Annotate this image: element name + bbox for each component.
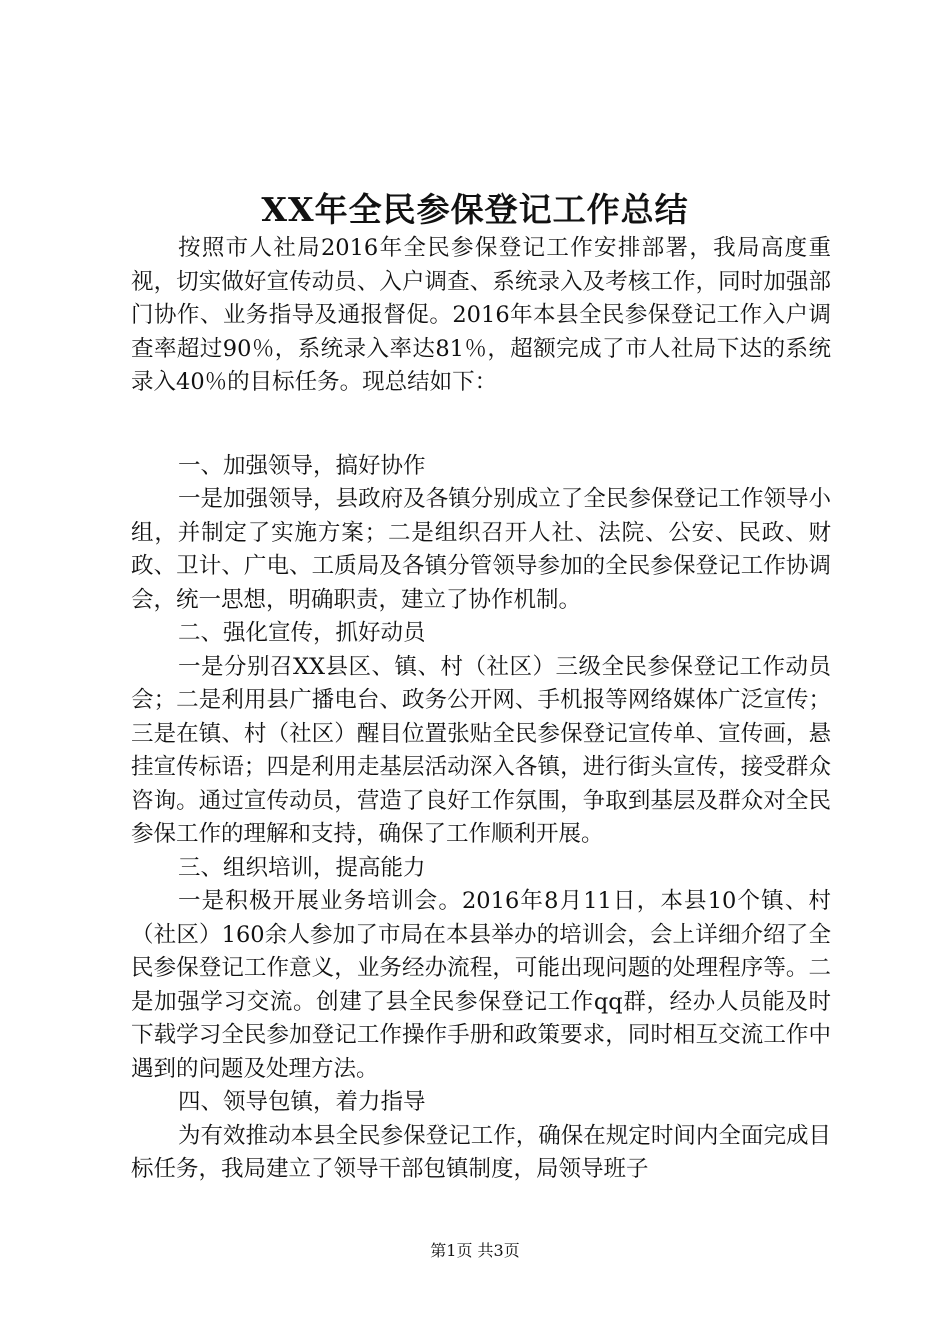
section-heading-1: 一、加强领导，搞好协作 <box>178 452 426 479</box>
document-body <box>131 232 831 1187</box>
intro-paragraph: 按照市人社局2016年全民参保登记工作安排部署，我局高度重视，切实做好宣传动员、入户调查、系统录入及考核工作，同时加强部门协作、业务指导及通报督促。2016年本县全民参保登记工作入户调查率超过90％，系统录入率达81％，超额完成了市人社局下达的系统录入40％的目标任务。现总结如下： <box>131 235 831 395</box>
section-heading-3: 三、组织培训，提高能力 <box>178 854 426 881</box>
page-number-footer: 第1页 共3页 <box>430 1241 520 1260</box>
section-paragraph-2: 一是分别召XX县区、镇、村（社区）三级全民参保登记工作动员会；二是利用县广播电台、政务公开网、手机报等网络媒体广泛宣传；三是在镇、村（社区）醒目位置张贴全民参保登记宣传单、宣传画，悬挂宣传标语；四是利用走基层活动深入各镇，进行街头宣传，接受群众咨询。通过宣传动员，营造了良好工作氛围，争取到基层及群众对全民参保工作的理解和支持，确保了工作顺利开展。 <box>131 653 831 847</box>
document-title: XX年全民参保登记工作总结 <box>261 190 689 229</box>
section-heading-2: 二、强化宣传，抓好动员 <box>178 620 426 646</box>
section-heading-4: 四、领导包镇，着力指导 <box>178 1089 426 1115</box>
section-paragraph-4: 为有效推动本县全民参保登记工作，确保在规定时间内全面完成目标任务，我局建立了领导干部包镇制度，局领导班子 <box>131 1122 831 1182</box>
section-paragraph-3: 一是积极开展业务培训会。2016年8月11日，本县10个镇、村（社区）160余人参加了市局在本县举办的培训会，会上详细介绍了全民参保登记工作意义，业务经办流程，可能出现问题的处理程序等。二是加强学习交流。创建了县全民参保登记工作qq群，经办人员能及时下载学习全民参加登记工作操作手册和政策要求，同时相互交流工作中遇到的问题及处理方法。 <box>131 888 831 1082</box>
section-paragraph-1: 一是加强领导，县政府及各镇分别成立了全民参保登记工作领导小组，并制定了实施方案；二是组织召开人社、法院、公安、民政、财政、卫计、广电、工质局及各镇分管领导参加的全民参保登记工作协调会，统一思想，明确职责，建立了协作机制。 <box>131 486 831 613</box>
paragraph-spacer <box>131 400 831 450</box>
